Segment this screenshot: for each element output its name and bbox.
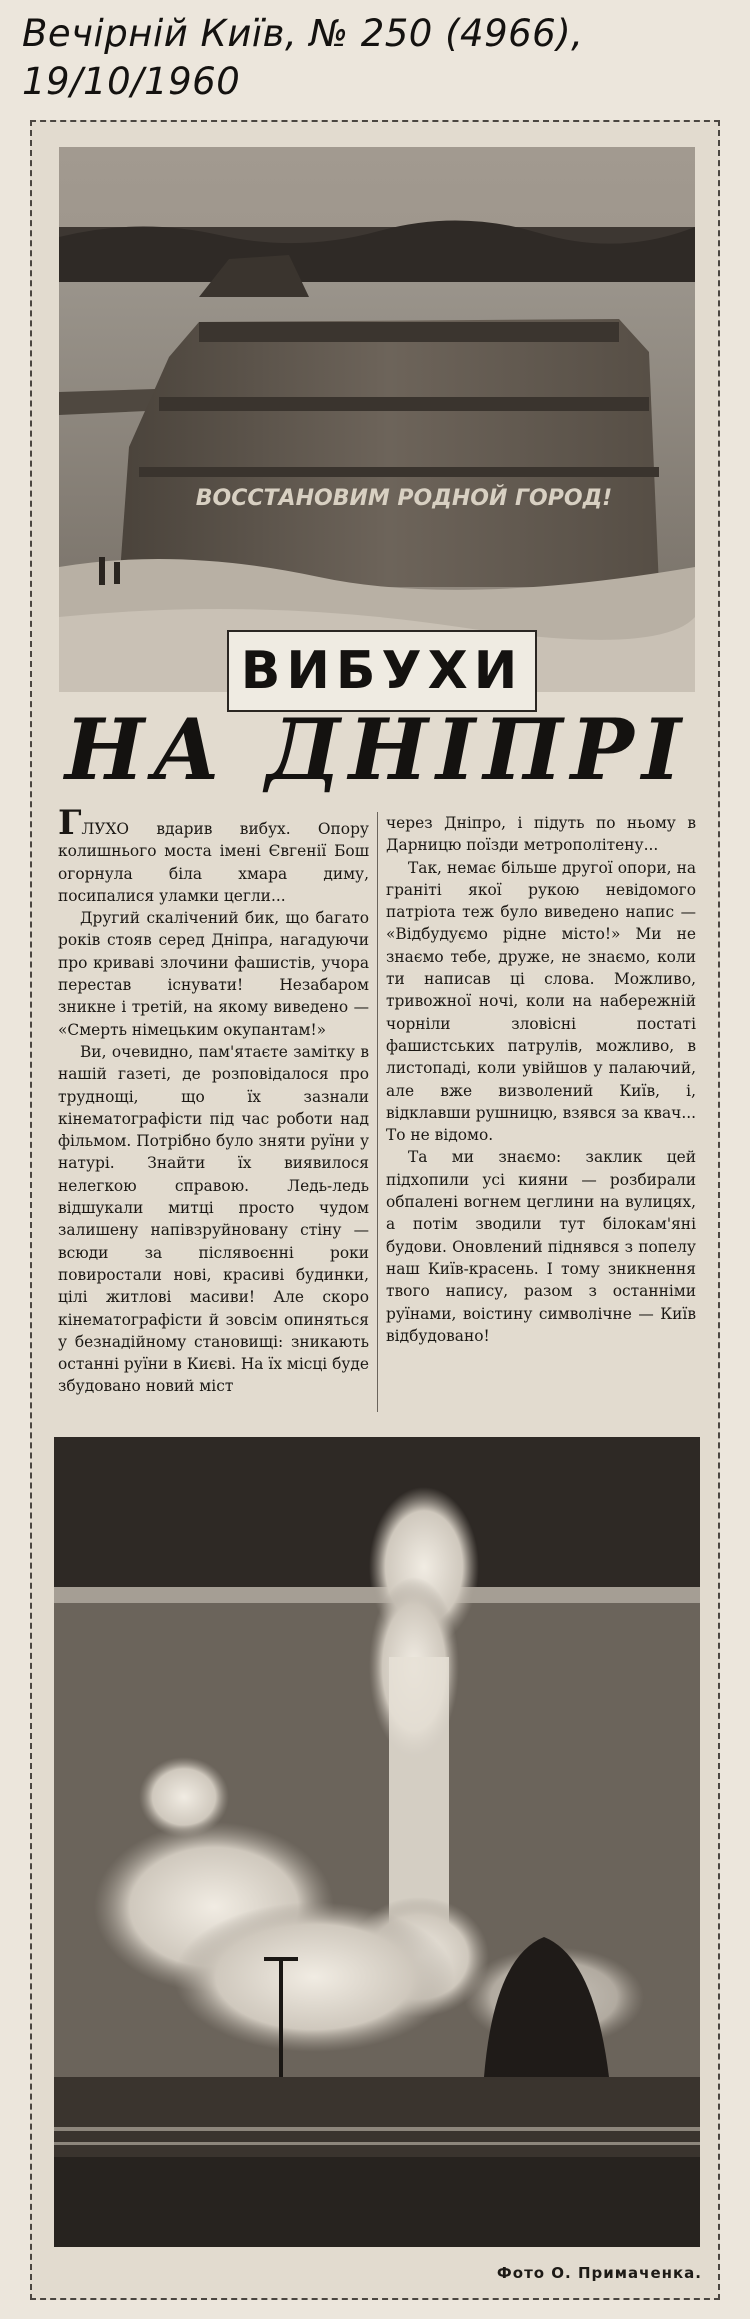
clipping-caption: Вечірній Київ, № 250 (4966), 19/10/1960 bbox=[22, 12, 584, 103]
dropcap: Г bbox=[58, 803, 82, 843]
paragraph-6: Та ми знаємо: заклик цей підхопили усі кияни — розбирали обпалені вогнем цеглини на вулицях, а потім зводили тут білокам'яні будови. Оновлений піднявся з попелу наш Київ-красень. І тому зникнення твого напису, разом з останніми руїнами, воістину символічне — Київ відбудовано! bbox=[386, 1148, 696, 1345]
explosion-photo bbox=[54, 1437, 700, 2247]
article-body bbox=[50, 803, 704, 1412]
photo-credit: Фото О. Примаченка. bbox=[496, 2264, 702, 2282]
paragraph-2: Другий скалічений бик, що багато років стояв серед Дніпра, нагадуючи про криваві злочини фашистів, учора перестав існувати! Незабаром зникне і третій, на якому виведено — «Смерть німецьким окупантам!» bbox=[58, 909, 369, 1039]
article-column-left bbox=[50, 803, 377, 1412]
paragraph-1 bbox=[58, 803, 369, 907]
headline-line-2: НА ДНІПРІ bbox=[64, 700, 690, 799]
paragraph-3: Ви, очевидно, пам'ятаєте замітку в нашій газеті, де розповідалося про труднощі, що їх зазнали кінематографісти під час роботи над фільмом. Потрібно було зняти руїни у натурі. Знайти їх виявилося нелегкою справою. Ледь-ледь відшукали митці просто чудом залишену напівзруйновану стіну — всюди за післявоєнні роки повиростали нові, красиві будинки, цілі житлові масиви! Але скоро кінематографісти й зовсім опиняться у безнадійному становищі: зникають останні руїни в Києві. На їх місці буде збудовано новий міст bbox=[58, 1042, 369, 1396]
headline-line-1: ВИБУХИ bbox=[227, 630, 537, 712]
newspaper-clipping bbox=[30, 120, 720, 2300]
bridge-pier-photo bbox=[59, 147, 695, 692]
article-column-right bbox=[377, 812, 704, 1412]
pier-inscription: ВОССТАНОВИМ РОДНОЙ ГОРОД! bbox=[195, 486, 613, 511]
paragraph-4: через Дніпро, і підуть по ньому в Дарницю поїзди метрополітену... bbox=[386, 814, 696, 855]
paragraph-5: Так, немає більше другої опори, на граніті якої рукою невідомого патріота теж було виведено напис — «Відбудуємо рідне місто!» Ми не знаємо тебе, друже, не знаємо, коли ти написав ці слова. Можливо, тривожної ночі, коли на набережній чорніли зловісні постаті фашистських патрулів, можливо, в листопаді, коли увійшов у палаючий, але вже визволений Київ, і, відклавши рушницю, взявся за квач... То не відомо. bbox=[386, 858, 696, 1145]
paragraph-1-text: ЛУХО вдарив вибух. Опору колишнього моста імені Євгенії Бош огорнула біла хмара диму, посипалися уламки цегли... bbox=[58, 820, 369, 905]
